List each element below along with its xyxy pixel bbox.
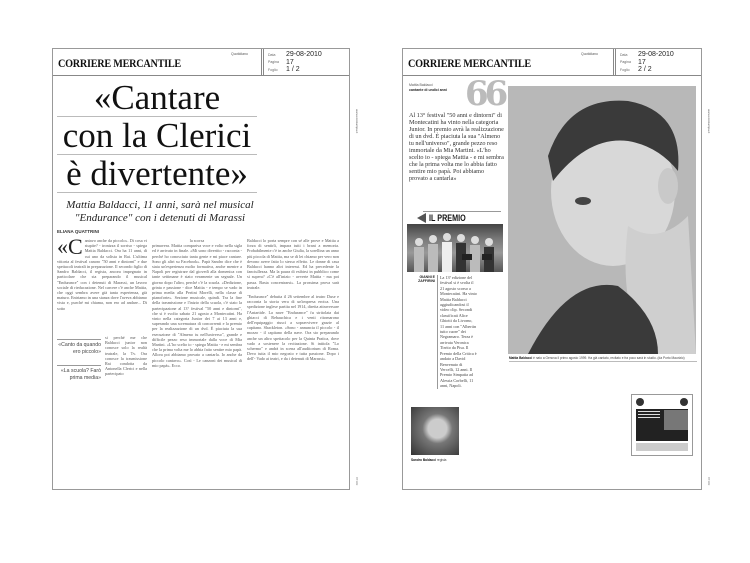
publication-type: Quotidiano	[581, 52, 598, 56]
sheet-label: Foglio	[268, 67, 278, 72]
quote-mark-icon: 66	[465, 74, 505, 114]
prize-heading-box	[423, 211, 501, 222]
drop-cap: «C	[57, 234, 83, 259]
article-column-3	[247, 238, 339, 362]
quote-role: cantante di undici anni	[409, 88, 447, 92]
caption-name: Sandro Baldacci	[411, 458, 436, 462]
clipping-meta	[613, 49, 701, 76]
headline-line: con la Clerici	[57, 117, 257, 155]
column-text: "Endurance" debutta il 26 settembre al teatro Duse e racconta la storia vera di un'impresa eroica. Una spedizione inglese partita nel 1914, diretta attraversare l'Antartide. La nave "Endurance" fu stritolata dai ghiacci di Rebauchica e i venti ritornarono dell'equipaggio riuscì a sopravvivere grazie al capitano. Shackleton. «Sono - annuncia il piccolo - il mozzo - il capitano della nave. Ora sto preparando anche un altro spettacolo per la Quinta Pratica, dove vado a sostenere la recitazione. Si intitola "Lo schermo" e andrà in scena all'auditorium di Roma. Devo tutta il mio negozio e tutta passione. Dopo i dell'- Vado ai teatri, e da i detenuti di Marassi».	[247, 294, 339, 362]
subtitle-line: Mattia Baldacci, 11 anni, sarà nel musical	[66, 199, 254, 211]
subtitle-line: "Endurance" con i detenuti di Marassi	[74, 212, 246, 224]
headline	[57, 79, 257, 193]
main-photo	[508, 86, 696, 354]
article-column-1	[57, 234, 147, 311]
caption-text: è nato a Genova il primo agosto 1999. Ha già cantato, recitato e fra poco sarà in studio. (da Porto Maurizio)	[533, 356, 685, 360]
page-value: 17	[638, 58, 646, 66]
prize-photo	[407, 224, 503, 272]
footer-code: 07193	[707, 476, 711, 485]
footer-code: 07193	[355, 476, 359, 485]
column-text: antavo anche da piccolo». Di cosa vi stupite? - ironizza il sorriso - spiega Mattia Baldacci. Ora ha 11 anni, di cui uno da solista in Rai. L'ultima vittoria al festival canoro "50 anni e dintorni" e due spettacoli teatrali in preparazione. Il secondo figlio di Sandro Baldacci, il regista, ancora impegnato in particolare che sta preparando il musical "Endurance" con i detenuti di Marassi, un lavoro sociale di rieducazione. Nel carcere c'è anche Mattia, che oggi sembra avere già tanta esperienza, già maturo. Entriamo in una stanza dove l'aveva abbiamo vista e, purché mi chiama, non ero ad andare... Di sotto	[57, 238, 147, 311]
page-label: Pagina	[620, 60, 631, 65]
quote-text: Al 13° festival "50 anni e dintorni" di Montecatini ha vinto nella categoria Junior. In premio avrà la realizzazione di un dvd. È piaciuta la sua "Almeno tu nell'universo", grande pezzo reso immortale da Mia Martini. «L'ho scelto io - spiega Mattia - e mi sembra che la prima volta me lo abbia fatto sentire mio papà. Poi abbiamo provato a cantarla»	[409, 112, 504, 182]
main-photo-caption	[509, 356, 697, 362]
prize-text: La 13ª edizione del festival si è svolta il 21 agosto scorso a Montecatini. Ha vinto Mattia Baldacci aggiudicandosi il video clip. Secondi classificati Alice Ghiotti da Livorno, 11 anni con "Albertin tutto cuore" dei Negramaro. Terza è arrivata Veronica Tirrito da Pisa. Il Premio della Critica è andato a David Benvenuto di Vercelli, 12 anni. Il Premio Simpatia ad Alessia Corbelli, 11 anni, Napoli.	[437, 275, 477, 389]
page-thumbnail	[631, 394, 693, 456]
page-value: 17	[286, 58, 294, 66]
headline-line: è divertente»	[57, 155, 257, 193]
masthead-logo: CORRIERE MERCANTILE	[58, 56, 181, 70]
pull-quote: «La scuola? Farò prima media»	[57, 365, 101, 381]
newspaper-thumbnail-image	[634, 397, 690, 453]
column-text: Baldacci lo porta sempre con sé alle prove e Mattia a forza di sentirli, impara tutti i brani a memoria. Probabilmente c'è in anche Giulia, la sorellina un anno più piccola di Mattia, ma se di lei chiamo per vero non devono avere fatto lo stesso effetto. Le donne di casa Baldacci hanno altri interessi. Ed ha precedente la fanciullezza. Ma la paura di esibirsi in pubblico come si supera? «C'è all'inizio - avverte Mattia - ma poi passa. Basta concentrarsi». La prossima prova sarà teatrale.	[247, 238, 339, 290]
byline: ELIANA QUATTRINI	[57, 229, 99, 234]
newspaper-page-2	[402, 48, 711, 490]
caption-text: regista	[436, 458, 447, 462]
date-label: Data	[268, 52, 276, 57]
column-text: primavera. Mattia compariva voce e volto nella sigla ed è arrivato in finale. «Mi sono divertito - racconta - perché ho conosciuto tanta gente e mi piace cantare. Sono gli altri su Facebook». Papà Sandro dice che è stata un'esperienza molto formativa, anche mentre a Napoli per registrare dal giovedì alla domenica con tante settimane è stato veramente un segnale. Un giorno dopo l'altro, perché c'è la scuola. «Dedizione, grinta e passione - dice Mattia - e tempo se vado in prima media alla Pertini Morelli, nella classe di pianoforte». Sezione musicale, quindi. Tra la fine della trasmissione e l'inizio della scuola, c'è stato la partecipazione al 13° festival "50 anni e dintorni", che si è svolto sabato 21 agosto a Montecatini. Ha vinto nella categoria Junior dei 7 ai 13 anni e, superando una scrematura di concorrenti e la premio per la realizzazione di un dvd. È piaciuta la sua esecuzione di "Almeno tu nell'universo", grande e difficile pezzo reso immortale dalla voce di Mia Martini. «L'ho scelto io - spiega Mattia - e mi sembra che la prima volta me lo abbia fatto sentire mio papà. Allora poi abbiamo provato a cantarla. Io anche da piccolo cantavo». Così - Le canzoni dei musical di mio papà». Ecco.	[152, 243, 242, 368]
clipping-meta	[261, 49, 349, 76]
side-label: www.ecostampa.it	[707, 109, 711, 134]
sheet-label: Foglio	[620, 67, 630, 72]
quote-author: Mattia Baldacci	[409, 83, 433, 87]
date-value: 29-08-2010	[286, 51, 322, 59]
date-value: 29-08-2010	[638, 51, 674, 59]
page-header	[403, 49, 701, 76]
article-column-1b: si perché me che Baldacci junior non conosce solo la realtà teatrale, la Tv. Ora conosce la trasmissione Rai condotta da Antonella Clerici e nella partecipato	[105, 335, 147, 377]
director-caption	[411, 458, 446, 462]
boy-portrait-image	[508, 86, 696, 354]
sheet-value: 2 / 2	[638, 66, 652, 74]
masthead-logo: CORRIERE MERCANTILE	[408, 56, 531, 70]
prize-heading: IL PREMIO	[429, 213, 466, 223]
date-label: Data	[620, 52, 628, 57]
page-header	[53, 49, 349, 76]
director-photo	[411, 407, 459, 455]
subtitle	[55, 199, 265, 225]
caption-name: Mattia Baldacci	[509, 356, 533, 360]
newspaper-page-1	[52, 48, 359, 490]
prize-side-label: GIANNI E ZAFFIRINI	[418, 275, 435, 283]
sheet-value: 1 / 2	[286, 66, 300, 74]
article-column-2	[152, 238, 242, 368]
headline-line: «Cantare	[57, 79, 257, 117]
arrow-icon	[417, 213, 426, 223]
crowd-image	[407, 224, 503, 272]
side-label: www.ecostampa.it	[355, 109, 359, 134]
page-label: Pagina	[268, 60, 279, 65]
pull-quote: «Canto da quando ero piccolo»	[57, 339, 101, 355]
publication-type: Quotidiano	[231, 52, 248, 56]
column-lead: la scorsa	[189, 238, 205, 243]
